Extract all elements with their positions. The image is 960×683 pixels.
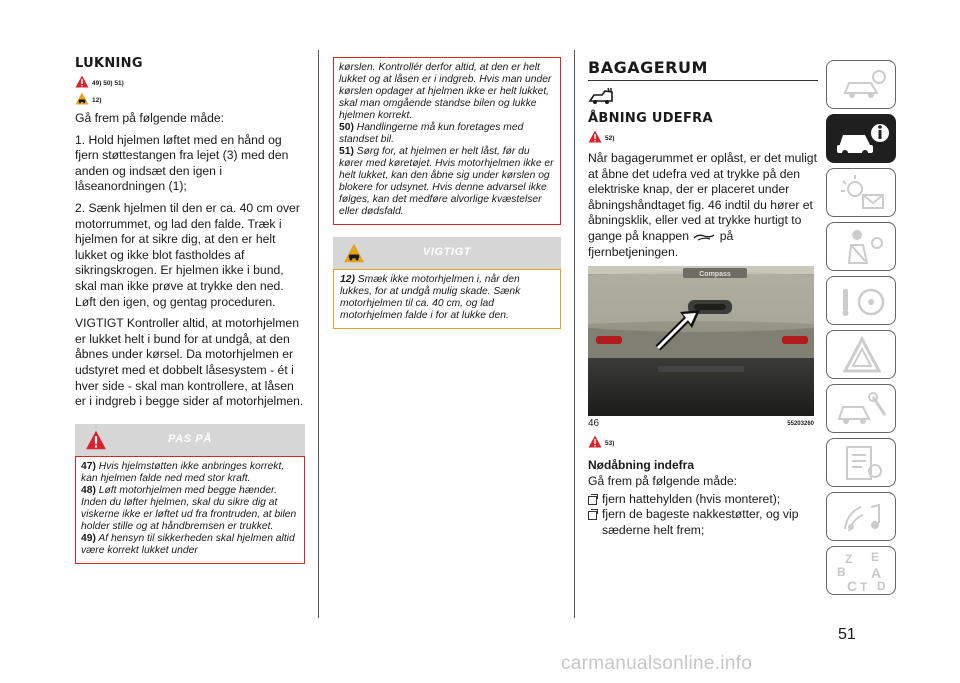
warning-number: 48) [81, 484, 96, 496]
steering-wheel-icon [827, 277, 897, 326]
trunk-paragraph-part1: Når bagagerummet er oplåst, er det muligt at åbne det udefra ved at trykke på den elektriske knap, der er placeret under åbningshåndtaget fig. 46 indtil du hører et åbningsklik, eller ved at trykke hurtigt to gange på knappen [588, 151, 817, 243]
list-item [588, 492, 818, 508]
index-letter: D [877, 579, 886, 593]
seatbelt-icon [827, 223, 897, 272]
caution-title: PAS PÅ [168, 432, 212, 445]
trunk-photo-illustration [588, 266, 814, 416]
car-dashboard-icon [827, 61, 897, 110]
warning-number: 49) [81, 532, 96, 544]
tab-maintenance[interactable] [826, 384, 896, 433]
warning-refs [588, 435, 818, 452]
note-title: VIGTIGT [422, 246, 472, 258]
ref-numbers: 49) 50) 51) [92, 80, 124, 87]
warning-text: Handlingerne må kun foretages med standset bil. [339, 122, 524, 145]
model-badge: Compass [699, 271, 731, 279]
column-divider [318, 50, 319, 618]
warning-text: Hvis hjelmstøtten ikke anbringes korrekt, kan hjelmen falde ned med stor kraft. [81, 460, 285, 484]
checkbox-bullet-icon [588, 511, 597, 520]
tab-safety[interactable] [826, 222, 896, 271]
warning-refs [588, 130, 818, 147]
section-heading-bagagerum: BAGAGERUM [588, 58, 818, 81]
car-wrench-icon [827, 385, 897, 434]
warning-triangle-icon [827, 331, 897, 380]
warning-triangle-icon [75, 75, 89, 88]
warning-text: Løft motorhjelmen med begge hænder. Inden du løfter hjelmen, skal du sikre dig at viskerne ikke er løftet ud fra frontruden, at bilen holder stille og at håndbremsen er trukket. [81, 484, 297, 532]
car-damage-icon [75, 92, 89, 105]
list-item-text: fjern de bageste nakkestøtter, og vip sæderne helt frem; [602, 507, 799, 537]
figure-code: 55203260 [787, 421, 814, 428]
trunk-open-icon [588, 87, 614, 105]
warning-number: 51) [339, 146, 354, 157]
note-band [333, 237, 561, 269]
ref-numbers: 12) [92, 97, 102, 104]
list-item [588, 507, 818, 538]
note-text: Smæk ikke motorhjelmen i, når den lukkes, for at undgå mulig skade. Sænk motorhjelmen til ca. 40 cm, og lad motorhjelmen falde i for at lukke den. [340, 274, 521, 321]
figure-number: 46 [588, 418, 600, 430]
index-letter: T [860, 580, 868, 594]
tab-car-info[interactable] [826, 114, 896, 163]
caution-box [75, 456, 305, 564]
step-1: 1. Hold hjelmen løftet med en hånd og fjern støttestangen fra lejet (3) med den anden og indsæt den igen i låseanordningen (1); [75, 132, 289, 194]
column-divider [574, 50, 575, 618]
warning-refs [75, 75, 305, 92]
caution-band [75, 424, 305, 456]
car-info-icon [827, 115, 897, 164]
index-letter: A [871, 565, 882, 581]
ref-numbers: 52) [605, 135, 615, 142]
remote-key-icon [692, 232, 716, 242]
page-number: 51 [838, 626, 856, 643]
ref-numbers: 53) [605, 440, 615, 448]
trunk-paragraph-part2: på fjernbetjeningen. [588, 228, 734, 259]
tab-index[interactable] [826, 546, 896, 595]
right-column [588, 50, 818, 539]
subheading-abning-udefra: ÅBNING UDEFRA [588, 111, 713, 126]
left-column [75, 50, 305, 564]
watermark: carmanualsonline.info [561, 653, 753, 674]
lights-icon [827, 169, 897, 218]
tab-multimedia[interactable] [826, 492, 896, 541]
checkbox-bullet-icon [588, 496, 597, 505]
caution-box-continued [333, 57, 561, 225]
specifications-icon [827, 439, 897, 488]
subheading-nodabning: Nødåbning indefra [588, 458, 694, 473]
tab-driving[interactable] [826, 276, 896, 325]
list-item-text: fjern hattehylden (hvis monteret); [602, 491, 781, 506]
index-letter: C [847, 578, 858, 594]
tab-dashboard[interactable] [826, 60, 896, 109]
important-paragraph: VIGTIGT Kontroller altid, at motorhjelmen er lukket helt i bund for at undgå, at den åbnes under kørsel. Da motorhjelmen er udstyret med et dobbelt låsesystem - ét i hver side - skal man kontrollere, at låsen er i indgreb i begge sider af motorhjelmen. [75, 316, 304, 409]
trunk-photo [588, 266, 814, 416]
figure-caption [588, 418, 814, 429]
note-box [333, 269, 561, 329]
warning-text: Af hensyn til sikkerheden skal hjelmen altid være korrekt lukket under [81, 532, 295, 556]
section-heading-lukning: LUKNING [75, 56, 143, 71]
trunk-paragraph [588, 151, 818, 260]
warning-number: 50) [339, 122, 354, 133]
intro-text: Gå frem på følgende måde: [75, 111, 225, 125]
index-letter: B [837, 565, 846, 579]
note-refs [75, 92, 305, 109]
intro-text: Gå frem på følgende måde: [588, 474, 738, 489]
multimedia-icon [827, 493, 897, 542]
index-letter: E [871, 550, 880, 564]
tab-lights[interactable] [826, 168, 896, 217]
alphabetical-index-icon [827, 547, 897, 596]
index-letter: Z [845, 552, 853, 566]
warning-text: Sørg for, at hjelmen er helt låst, før du kører med køretøjet. Hvis motorhjelmen ikke er helt lukket, kan den åbne sig under kørslen og blokere for udsynet. Hvis denne advarsel ikke følges, kan det medføre alvorlige kvæstelser eller dødsfald. [339, 146, 554, 217]
trunk-icon-row [588, 87, 818, 105]
warning-number: 47) [81, 460, 96, 472]
warning-triangle-icon [588, 435, 602, 448]
middle-column [333, 57, 561, 329]
tab-emergency[interactable] [826, 330, 896, 379]
tab-specifications[interactable] [826, 438, 896, 487]
warning-triangle-icon [588, 130, 602, 143]
note-number: 12) [340, 274, 355, 285]
step-2: 2. Sænk hjelmen til den er ca. 40 cm over motorrummet, og lad den falde. Træk i hjelmen for at sikre dig, at den er helt lukket og ikke blot fastholdes af sikringskrogen. Er hjelmen ikke i bund, skal man ikke prøve at trykke den ned. Løft den igen, og gentag proceduren. [75, 200, 300, 309]
warning-text: kørslen. Kontrollér derfor altid, at den er helt lukket og at låsen er i indgreb. Hvis man under kørslen opdager at hjelmen ikke er helt lukket, skal man omgående standse bilen og lukke hjelmen korrekt. [339, 62, 552, 121]
